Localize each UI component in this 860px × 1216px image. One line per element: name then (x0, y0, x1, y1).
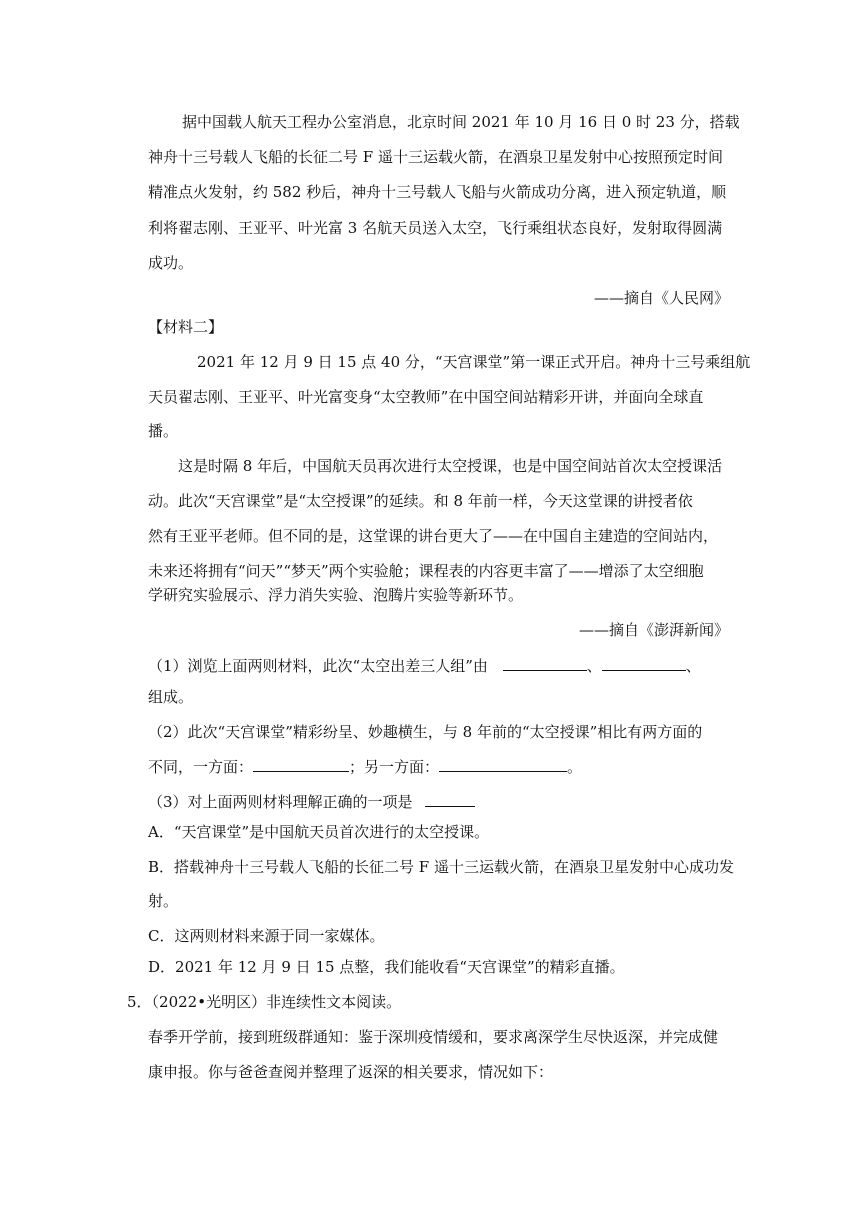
material2-para2-line-3: 然有王亚平老师。但不同的是，这堂课的讲台更大了——在中国自主建造的空间站内， (148, 527, 719, 545)
problem-5-title: 5．（2022•光明区）非连续性文本阅读。 (127, 993, 402, 1011)
material2-para2-line-4: 未来还将拥有“问天”“梦天”两个实验舱；课程表的内容更丰富了——增添了太空细胞 (148, 562, 704, 580)
problem-5-line-1: 春季开学前，接到班级群通知：鉴于深圳疫情缓和，要求离深学生尽快返深，并完成健 (148, 1028, 719, 1046)
material1-source: ——摘自《人民网》 (593, 289, 729, 307)
material2-para1-line-2: 天员翟志刚、王亚平、叶光富变身“太空教师”在中国空间站精彩开讲，并面向全球直 (148, 388, 704, 406)
option-b-line-1: B．搭载神舟十三号载人飞船的长征二号 F 遥十三运载火箭，在酒泉卫星发射中心成功发 (148, 858, 734, 876)
material1-line-1: 据中国载人航天工程办公室消息，北京时间 2021 年 10 月 16 日 0 时 23 分，搭载 (182, 113, 740, 131)
option-b-line-2: 射。 (148, 892, 179, 910)
option-d: D．2021 年 12 月 9 日 15 点整，我们能收看“天宫课堂”的精彩直播。 (148, 958, 625, 976)
material2-source: ——摘自《澎湃新闻》 (578, 621, 729, 639)
option-c: C．这两则材料来源于同一家媒体。 (148, 927, 385, 945)
material2-para1-line-3: 播。 (148, 422, 179, 440)
answer-blank-q2-2[interactable] (439, 757, 567, 772)
answer-blank-q1-2[interactable] (602, 656, 686, 671)
question-2-part-1: 不同，一方面： (148, 758, 254, 776)
problem-5-line-2: 康申报。你与爸爸查阅并整理了返深的相关要求，情况如下： (148, 1063, 554, 1081)
question-3-line (148, 792, 475, 812)
blank-separator: 、 (586, 657, 602, 675)
question-3-prompt: （3）对上面两则材料理解正确的一项是 (148, 793, 413, 811)
question-2-line-1: （2）此次“天宫课堂”精彩纷呈、妙趣横生，与 8 年前的“太空授课”相比有两方面的 (148, 723, 703, 741)
answer-blank-q2-1[interactable] (253, 757, 349, 772)
material1-line-4: 利将翟志刚、王亚平、叶光富 3 名航天员送入太空，飞行乘组状态良好，发射取得圆满 (148, 219, 723, 237)
material1-line-3: 精准点火发射，约 582 秒后，神舟十三号载人飞船与火箭成功分离，进入预定轨道，顺 (148, 183, 727, 201)
question-2-line-2 (148, 757, 582, 777)
question-1-line-1 (148, 656, 701, 676)
option-a: A．“天宫课堂”是中国航天员首次进行的太空授课。 (148, 823, 490, 841)
material2-para2-line-2: 动。此次“天宫课堂”是“太空授课”的延续。和 8 年前一样，今天这堂课的讲授者依 (148, 492, 693, 510)
question-1-prompt: （1）浏览上面两则材料，此次“太空出差三人组”由 (148, 657, 488, 675)
question-1-line-2: 组成。 (148, 688, 194, 706)
material2-para1-line-1: 2021 年 12 月 9 日 15 点 40 分，“天宫课堂”第一课正式开启。神舟十三号乘组航 (197, 353, 751, 371)
blank-separator: 、 (685, 657, 701, 675)
question-2-part-2: ；另一方面： (349, 758, 440, 776)
material1-line-2: 神舟十三号载人飞船的长征二号 F 遥十三运载火箭，在酒泉卫星发射中心按照预定时间 (148, 148, 723, 166)
answer-blank-q3[interactable] (425, 792, 475, 807)
answer-blank-q1-1[interactable] (503, 656, 587, 671)
material1-line-5: 成功。 (148, 254, 194, 272)
material2-para2-line-5: 学研究实验展示、浮力消失实验、泡腾片实验等新环节。 (148, 586, 524, 604)
material2-heading: 【材料二】 (148, 318, 224, 336)
material2-para2-line-1: 这是时隔 8 年后，中国航天员再次进行太空授课，也是中国空间站首次太空授课活 (178, 457, 723, 475)
question-2-end: 。 (567, 758, 583, 776)
